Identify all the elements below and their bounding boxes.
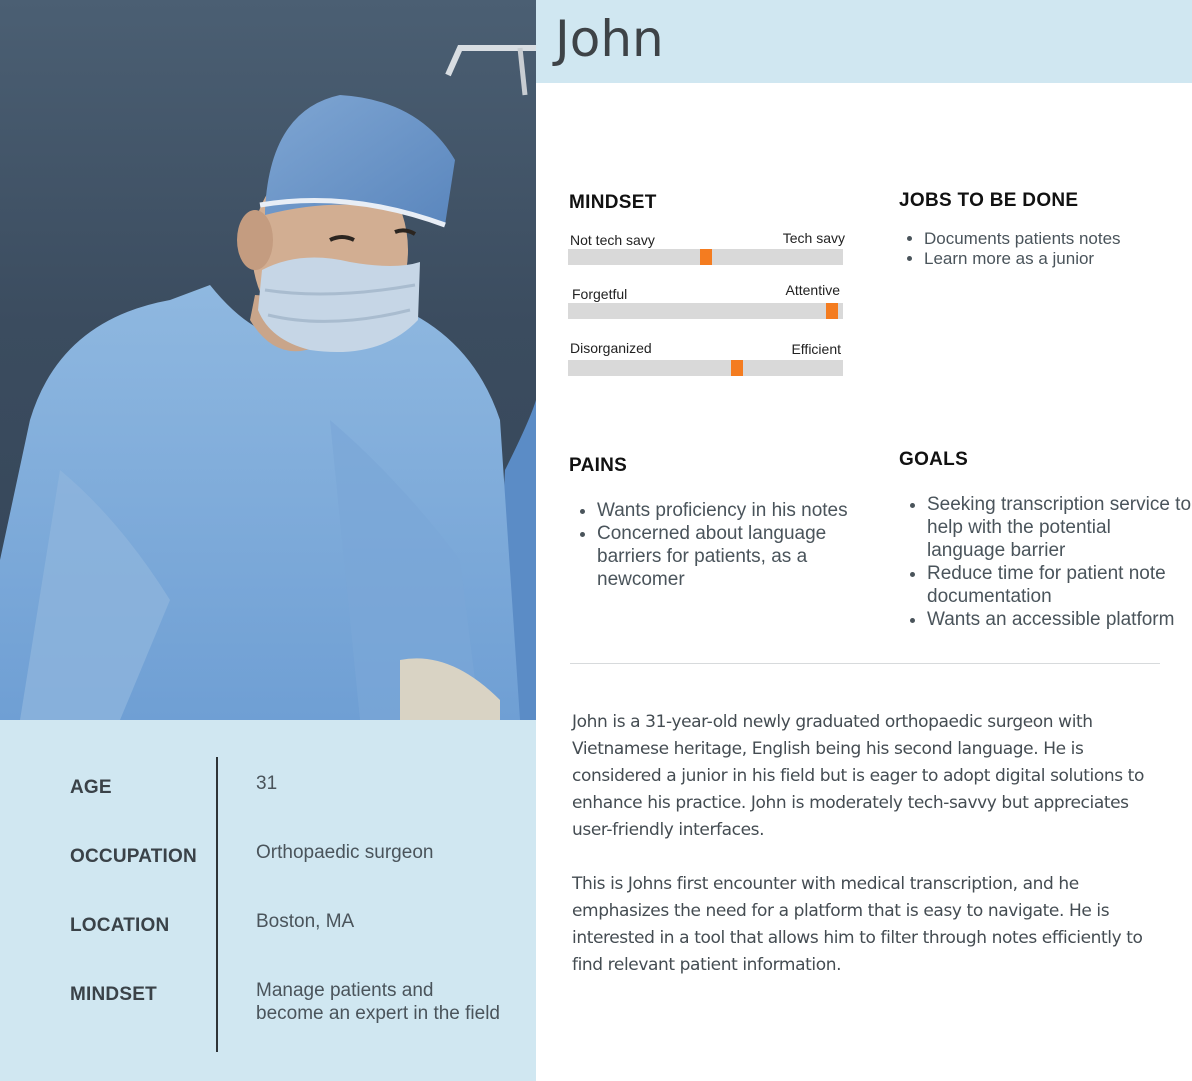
- slider-3-track: [568, 360, 843, 376]
- goals-list: [901, 493, 1192, 631]
- persona-description: [572, 709, 1172, 1006]
- info-label-age: AGE: [70, 777, 112, 798]
- slider-2-left-label: Forgetful: [572, 286, 628, 302]
- slider-2-knob: [826, 303, 838, 319]
- surgeon-photo-icon: [0, 0, 536, 720]
- list-item: • Documents patients notes: [924, 229, 1192, 249]
- info-divider: [216, 757, 218, 1052]
- list-item: • Wants an accessible platform: [927, 608, 1192, 631]
- slider-2-right-label: Attentive: [785, 282, 840, 298]
- jobs-title: JOBS TO BE DONE: [899, 190, 1079, 211]
- persona-info-panel: [0, 720, 536, 1081]
- list-item: • Seeking transcription service to help with the potential language barrier: [927, 493, 1192, 562]
- info-value-occupation: Orthopaedic surgeon: [256, 842, 434, 863]
- description-paragraph: This is Johns first encounter with medical transcription, and he emphasizes the need for a platform that is easy to navigate. He is interested in a tool that allows him to filter through notes efficiently to find relevant patient information.: [572, 874, 1143, 975]
- pains-list: [571, 499, 867, 591]
- list-item: • Wants proficiency in his notes: [597, 499, 867, 522]
- persona-name: John: [555, 10, 664, 68]
- persona-header: [536, 0, 1192, 83]
- info-value-location: Boston, MA: [256, 911, 355, 932]
- info-label-mindset: MINDSET: [70, 984, 157, 1005]
- goals-title: GOALS: [899, 449, 969, 470]
- slider-1-track: [568, 249, 843, 265]
- info-label-occupation: OCCUPATION: [70, 846, 197, 867]
- slider-2-track: [568, 303, 843, 319]
- jobs-list: [898, 229, 1192, 269]
- pains-title: PAINS: [569, 455, 628, 476]
- slider-1-right-label: Tech savy: [782, 230, 845, 246]
- list-item: • Learn more as a junior: [924, 249, 1192, 269]
- list-item: • Concerned about language barriers for patients, as a newcomer: [597, 522, 867, 591]
- info-value-age: 31: [256, 773, 278, 794]
- slider-1-left-label: Not tech savy: [570, 232, 655, 248]
- slider-3-left-label: Disorganized: [570, 340, 652, 356]
- info-label-location: LOCATION: [70, 915, 170, 936]
- mindset-title: MINDSET: [569, 192, 657, 213]
- section-divider: [570, 663, 1160, 664]
- description-paragraph: John is a 31-year-old newly graduated orthopaedic surgeon with Vietnamese heritage, English being his second language. He is considered a junior in his field but is eager to adopt digital solutions to enhance his practice. John is moderately tech-savvy but appreciates user-friendly interfaces.: [572, 712, 1144, 840]
- info-value-mindset: Manage patients and become an expert in the field: [256, 980, 500, 1024]
- slider-1-knob: [700, 249, 712, 265]
- list-item: • Reduce time for patient note documentation: [927, 562, 1192, 608]
- slider-3-knob: [731, 360, 743, 376]
- slider-3-right-label: Efficient: [791, 341, 841, 357]
- persona-photo: [0, 0, 536, 720]
